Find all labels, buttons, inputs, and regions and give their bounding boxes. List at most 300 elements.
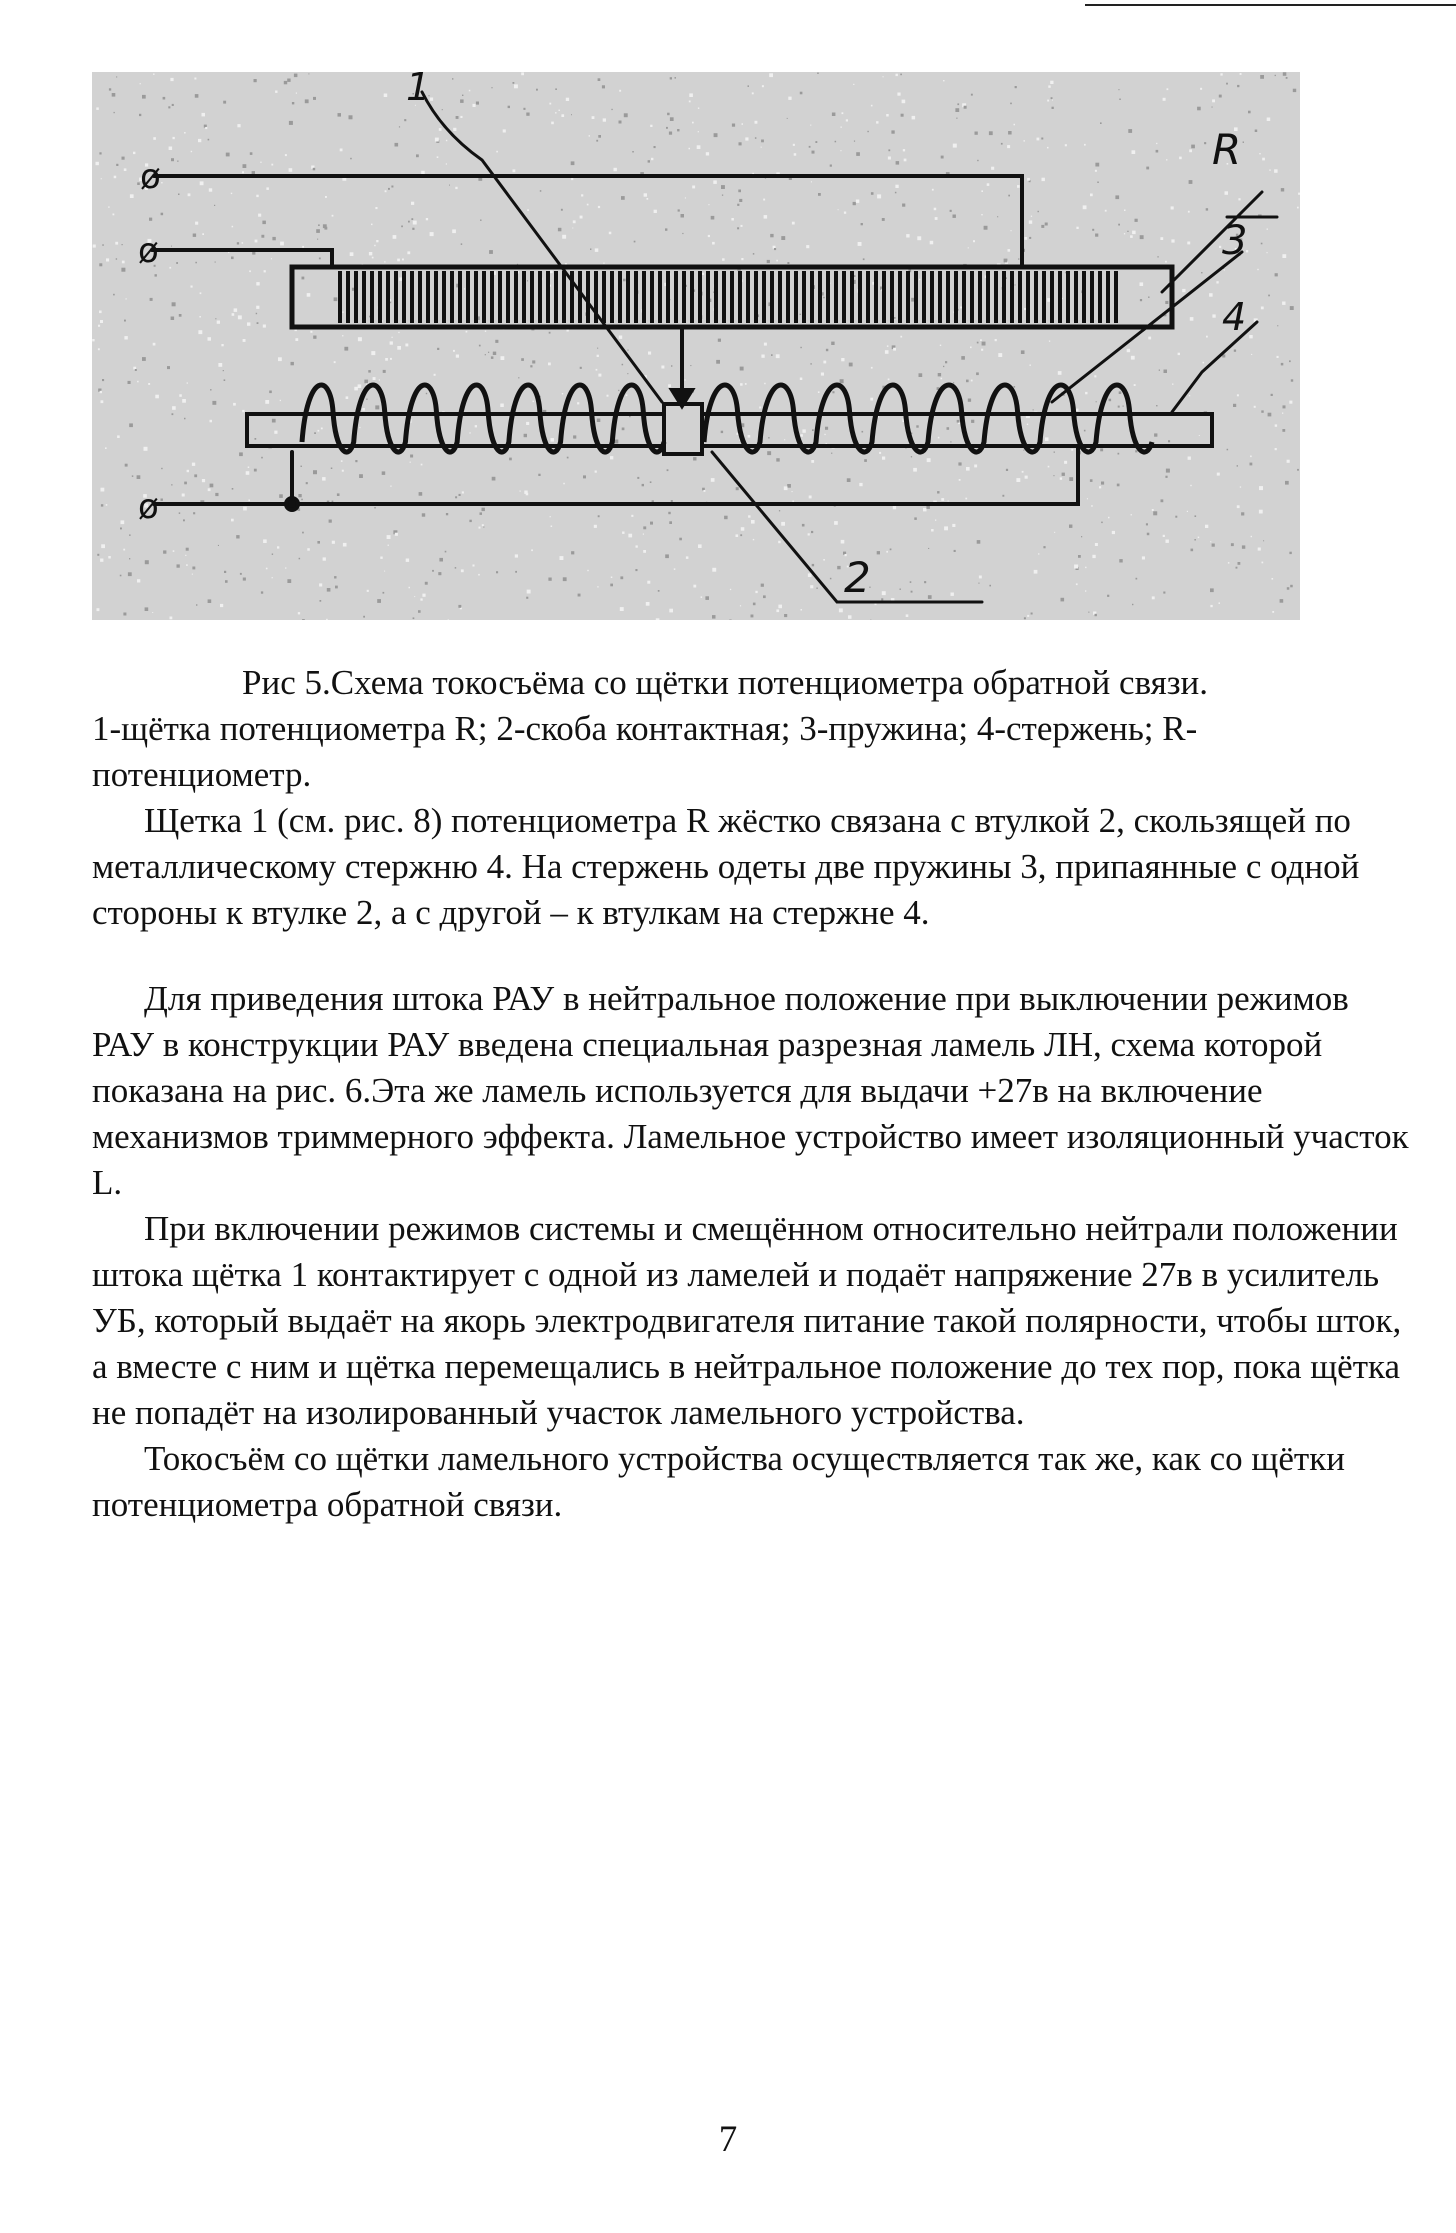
grain-speck — [113, 214, 115, 216]
grain-speck — [808, 573, 812, 577]
grain-speck — [152, 612, 153, 613]
grain-speck — [1031, 216, 1032, 217]
grain-speck — [739, 142, 742, 145]
grain-speck — [693, 585, 696, 588]
grain-speck — [1136, 578, 1138, 580]
grain-speck — [263, 539, 267, 543]
grain-speck — [1058, 371, 1062, 375]
grain-speck — [738, 190, 741, 193]
grain-speck — [231, 257, 234, 260]
grain-speck — [555, 88, 557, 90]
grain-speck — [902, 204, 905, 207]
grain-speck — [124, 320, 126, 322]
grain-speck — [488, 352, 489, 353]
grain-speck — [978, 583, 979, 584]
grain-speck — [442, 109, 443, 110]
grain-speck — [953, 382, 954, 383]
grain-speck — [932, 189, 934, 191]
grain-speck — [1190, 317, 1194, 321]
grain-speck — [359, 474, 363, 478]
grain-speck — [858, 242, 862, 246]
grain-speck — [291, 362, 294, 365]
grain-speck — [385, 358, 388, 361]
grain-speck — [654, 146, 656, 148]
grain-speck — [1289, 552, 1291, 554]
grain-speck — [496, 151, 498, 153]
grain-speck — [1027, 424, 1028, 425]
grain-speck — [730, 589, 731, 590]
grain-speck — [1216, 281, 1218, 283]
grain-speck — [1119, 391, 1122, 394]
grain-speck — [1118, 453, 1120, 455]
grain-speck — [425, 582, 428, 585]
grain-speck — [864, 459, 867, 462]
grain-speck — [1054, 452, 1055, 453]
grain-speck — [811, 531, 813, 533]
grain-speck — [334, 361, 336, 363]
grain-speck — [319, 258, 321, 260]
grain-speck — [1268, 413, 1272, 417]
grain-speck — [1085, 590, 1086, 591]
grain-speck — [503, 129, 506, 132]
grain-speck — [656, 618, 660, 620]
grain-speck — [823, 297, 825, 299]
grain-speck — [108, 206, 109, 207]
grain-speck — [252, 171, 255, 174]
grain-speck — [527, 209, 529, 211]
grain-speck — [624, 113, 628, 117]
grain-speck — [1159, 370, 1160, 371]
grain-speck — [712, 242, 715, 245]
grain-speck — [123, 613, 126, 616]
grain-speck — [355, 460, 357, 462]
grain-speck — [469, 520, 471, 522]
grain-speck — [513, 82, 515, 84]
grain-speck — [862, 431, 864, 433]
grain-speck — [1204, 142, 1206, 144]
grain-speck — [161, 182, 162, 183]
grain-speck — [794, 153, 797, 156]
grain-speck — [751, 615, 754, 618]
grain-speck — [398, 332, 399, 333]
grain-speck — [98, 325, 100, 327]
grain-speck — [987, 183, 990, 186]
grain-speck — [1156, 405, 1157, 406]
grain-speck — [369, 252, 372, 255]
grain-speck — [826, 349, 828, 351]
grain-speck — [980, 339, 982, 341]
grain-speck — [509, 458, 512, 461]
grain-speck — [1135, 219, 1138, 222]
grain-speck — [1259, 153, 1260, 154]
grain-speck — [514, 84, 518, 88]
grain-speck — [643, 526, 646, 529]
grain-speck — [940, 345, 941, 346]
grain-speck — [853, 84, 854, 85]
grain-speck — [163, 97, 166, 100]
grain-speck — [256, 195, 258, 197]
grain-speck — [384, 261, 385, 262]
grain-speck — [934, 208, 937, 211]
grain-speck — [800, 347, 801, 348]
grain-speck — [812, 564, 814, 566]
grain-speck — [1275, 448, 1277, 450]
grain-speck — [675, 77, 677, 79]
grain-speck — [779, 510, 780, 511]
grain-speck — [316, 229, 320, 233]
grain-speck — [1007, 145, 1010, 148]
grain-speck — [99, 311, 102, 314]
grain-speck — [1037, 138, 1040, 141]
grain-speck — [1197, 107, 1201, 111]
grain-speck — [302, 246, 304, 248]
grain-speck — [708, 235, 710, 237]
grain-speck — [971, 94, 973, 96]
grain-speck — [126, 298, 127, 299]
grain-speck — [573, 435, 576, 438]
grain-speck — [128, 572, 132, 576]
grain-speck — [1206, 336, 1208, 338]
grain-speck — [928, 548, 929, 549]
grain-speck — [1166, 540, 1169, 543]
grain-speck — [977, 540, 981, 544]
grain-speck — [376, 240, 378, 242]
grain-speck — [153, 137, 156, 140]
grain-speck — [372, 257, 374, 259]
grain-speck — [891, 130, 894, 133]
grain-speck — [867, 131, 868, 132]
grain-speck — [202, 113, 206, 117]
grain-speck — [598, 206, 600, 208]
grain-speck — [764, 343, 767, 346]
grain-speck — [800, 434, 803, 437]
grain-speck — [823, 559, 825, 561]
grain-speck — [778, 605, 782, 609]
caption-legend: 1-щётка потенциометра R; 2-скоба контактная; 3-пружина; 4-стержень; R- — [92, 709, 1198, 748]
grain-speck — [669, 609, 673, 613]
grain-speck — [1262, 562, 1264, 564]
grain-speck — [679, 538, 682, 541]
caption-title: Рис 5.Схема токосъёма со щётки потенциометра обратной связи. — [242, 663, 1209, 702]
grain-speck — [736, 487, 739, 490]
grain-speck — [816, 588, 817, 589]
grain-speck — [1275, 273, 1278, 276]
grain-speck — [561, 114, 564, 117]
grain-speck — [952, 524, 955, 527]
grain-speck — [974, 465, 977, 468]
grain-speck — [776, 354, 780, 358]
grain-speck — [455, 567, 457, 569]
grain-speck — [563, 577, 567, 581]
grain-speck — [1262, 158, 1265, 161]
grain-speck — [224, 571, 226, 573]
grain-speck — [1062, 473, 1065, 476]
grain-speck — [1078, 555, 1081, 558]
grain-speck — [894, 317, 896, 319]
grain-speck — [526, 493, 529, 496]
grain-speck — [140, 83, 141, 84]
grain-speck — [153, 74, 154, 75]
grain-speck — [566, 98, 569, 101]
grain-speck — [769, 73, 773, 77]
grain-speck — [130, 194, 134, 198]
grain-speck — [581, 194, 583, 196]
grain-speck — [1179, 157, 1182, 160]
grain-speck — [597, 586, 598, 587]
grain-speck — [137, 381, 139, 383]
grain-speck — [250, 152, 253, 155]
grain-speck — [1283, 72, 1287, 76]
grain-speck — [736, 534, 739, 537]
grain-speck — [642, 484, 644, 486]
grain-speck — [1146, 167, 1149, 170]
grain-speck — [567, 329, 569, 331]
grain-speck — [753, 253, 755, 255]
grain-speck — [186, 548, 189, 551]
grain-speck — [1074, 565, 1078, 569]
grain-speck — [375, 207, 377, 209]
figure-background — [92, 72, 1300, 620]
grain-speck — [192, 574, 193, 575]
grain-speck — [460, 99, 464, 103]
grain-speck — [741, 225, 743, 227]
grain-speck — [248, 467, 250, 469]
grain-speck — [380, 557, 382, 559]
grain-speck — [981, 349, 983, 351]
grain-speck — [113, 294, 115, 296]
grain-speck — [1212, 99, 1215, 102]
grain-speck — [332, 541, 335, 544]
grain-speck — [524, 434, 527, 437]
grain-speck — [191, 151, 192, 152]
grain-speck — [393, 235, 397, 239]
grain-speck — [632, 151, 634, 153]
grain-speck — [1071, 449, 1073, 451]
grain-speck — [611, 109, 612, 110]
grain-speck — [448, 619, 449, 620]
grain-speck — [469, 90, 471, 92]
grain-speck — [1090, 194, 1093, 197]
grain-speck — [1084, 144, 1086, 146]
grain-speck — [301, 466, 302, 467]
grain-speck — [1050, 81, 1053, 84]
grain-speck — [491, 356, 494, 359]
grain-speck — [139, 114, 141, 116]
grain-speck — [233, 403, 236, 406]
grain-speck — [1241, 512, 1244, 515]
grain-speck — [661, 366, 664, 369]
grain-speck — [456, 116, 459, 119]
grain-speck — [1052, 100, 1053, 101]
grain-speck — [272, 237, 275, 240]
label-1: 1 — [406, 72, 431, 109]
grain-speck — [280, 400, 281, 401]
grain-speck — [702, 273, 704, 275]
grain-speck — [1172, 384, 1173, 385]
grain-speck — [731, 218, 734, 221]
grain-speck — [718, 339, 721, 342]
grain-speck — [410, 462, 411, 463]
grain-speck — [1016, 478, 1020, 482]
grain-speck — [644, 193, 647, 196]
grain-speck — [479, 345, 481, 347]
grain-speck — [1156, 143, 1157, 144]
grain-speck — [122, 157, 125, 160]
grain-speck — [689, 93, 693, 97]
grain-speck — [1240, 73, 1242, 75]
grain-speck — [685, 197, 686, 198]
grain-speck — [170, 617, 173, 620]
grain-speck — [178, 194, 180, 196]
grain-speck — [1165, 261, 1167, 263]
grain-speck — [646, 602, 650, 606]
grain-speck — [745, 383, 747, 385]
grain-speck — [611, 577, 613, 579]
grain-speck — [787, 118, 788, 119]
grain-speck — [917, 236, 921, 240]
grain-speck — [927, 458, 931, 462]
grain-speck — [343, 543, 347, 547]
grain-speck — [1287, 460, 1290, 463]
grain-speck — [1189, 149, 1192, 152]
grain-speck — [871, 192, 874, 195]
grain-speck — [671, 500, 673, 502]
grain-speck — [665, 228, 667, 230]
grain-speck — [183, 519, 185, 521]
grain-speck — [266, 568, 268, 570]
grain-speck — [914, 517, 917, 520]
grain-speck — [842, 112, 844, 114]
grain-speck — [1188, 457, 1191, 460]
grain-speck — [1200, 88, 1202, 90]
grain-speck — [416, 154, 419, 157]
grain-speck — [964, 106, 967, 109]
grain-speck — [1038, 553, 1039, 554]
grain-speck — [648, 352, 651, 355]
grain-speck — [258, 214, 261, 217]
grain-speck — [120, 528, 122, 530]
grain-speck — [358, 337, 362, 341]
grain-speck — [274, 431, 277, 434]
grain-speck — [763, 595, 766, 598]
grain-speck — [1117, 484, 1120, 487]
grain-speck — [563, 483, 565, 485]
grain-speck — [623, 279, 626, 282]
grain-speck — [1163, 535, 1165, 537]
grain-speck — [124, 168, 127, 171]
grain-speck — [262, 221, 266, 225]
grain-speck — [1168, 440, 1170, 442]
grain-speck — [953, 215, 956, 218]
grain-speck — [342, 335, 343, 336]
grain-speck — [701, 596, 703, 598]
grain-speck — [212, 401, 216, 405]
grain-speck — [930, 241, 934, 245]
grain-speck — [289, 168, 293, 172]
grain-speck — [1219, 246, 1221, 248]
grain-speck — [792, 222, 795, 225]
grain-speck — [1023, 450, 1024, 451]
grain-speck — [1277, 356, 1279, 358]
grain-speck — [1048, 85, 1050, 87]
grain-speck — [1194, 539, 1196, 541]
grain-speck — [944, 526, 948, 530]
grain-speck — [1018, 258, 1019, 259]
grain-speck — [115, 242, 118, 245]
grain-speck — [812, 429, 814, 431]
grain-speck — [1132, 231, 1136, 235]
grain-speck — [560, 556, 564, 560]
grain-speck — [1287, 587, 1290, 590]
grain-speck — [800, 314, 801, 315]
grain-speck — [767, 451, 771, 455]
grain-speck — [587, 570, 588, 571]
label-R: R — [1212, 125, 1242, 174]
grain-speck — [1033, 409, 1034, 410]
grain-speck — [877, 551, 880, 554]
grain-speck — [924, 581, 926, 583]
grain-speck — [810, 585, 813, 588]
grain-speck — [1095, 614, 1097, 616]
grain-speck — [421, 171, 425, 175]
grain-speck — [412, 228, 414, 230]
grain-speck — [1281, 188, 1284, 191]
grain-speck — [621, 196, 625, 200]
grain-speck — [374, 507, 376, 509]
grain-speck — [455, 496, 457, 498]
grain-speck — [215, 493, 218, 496]
grain-speck — [439, 558, 443, 562]
grain-speck — [1024, 140, 1025, 141]
grain-speck — [622, 532, 624, 534]
grain-speck — [272, 554, 273, 555]
grain-speck — [102, 379, 104, 381]
grain-speck — [1274, 169, 1278, 173]
grain-speck — [1094, 375, 1096, 377]
grain-speck — [748, 435, 751, 438]
grain-speck — [392, 337, 393, 338]
grain-speck — [515, 554, 518, 557]
grain-speck — [954, 550, 956, 552]
grain-speck — [1092, 555, 1095, 558]
grain-speck — [1260, 75, 1264, 79]
figure-caption — [92, 660, 1392, 936]
grain-speck — [530, 365, 532, 367]
grain-speck — [1297, 469, 1299, 471]
grain-speck — [194, 78, 196, 80]
grain-speck — [172, 406, 176, 410]
grain-speck — [830, 165, 832, 167]
grain-speck — [778, 541, 780, 543]
grain-speck — [643, 550, 646, 553]
grain-speck — [184, 418, 186, 420]
grain-speck — [218, 363, 222, 367]
grain-speck — [337, 493, 340, 496]
grain-speck — [501, 356, 505, 360]
grain-speck — [459, 494, 461, 496]
grain-speck — [620, 607, 624, 611]
grain-speck — [1282, 302, 1285, 305]
grain-speck — [1002, 495, 1004, 497]
grain-speck — [1269, 169, 1270, 170]
grain-speck — [231, 193, 232, 194]
grain-speck — [1014, 386, 1016, 388]
grain-speck — [461, 569, 464, 572]
grain-speck — [839, 608, 843, 612]
grain-speck — [1189, 180, 1193, 184]
grain-speck — [265, 400, 269, 404]
grain-speck — [1131, 356, 1135, 360]
